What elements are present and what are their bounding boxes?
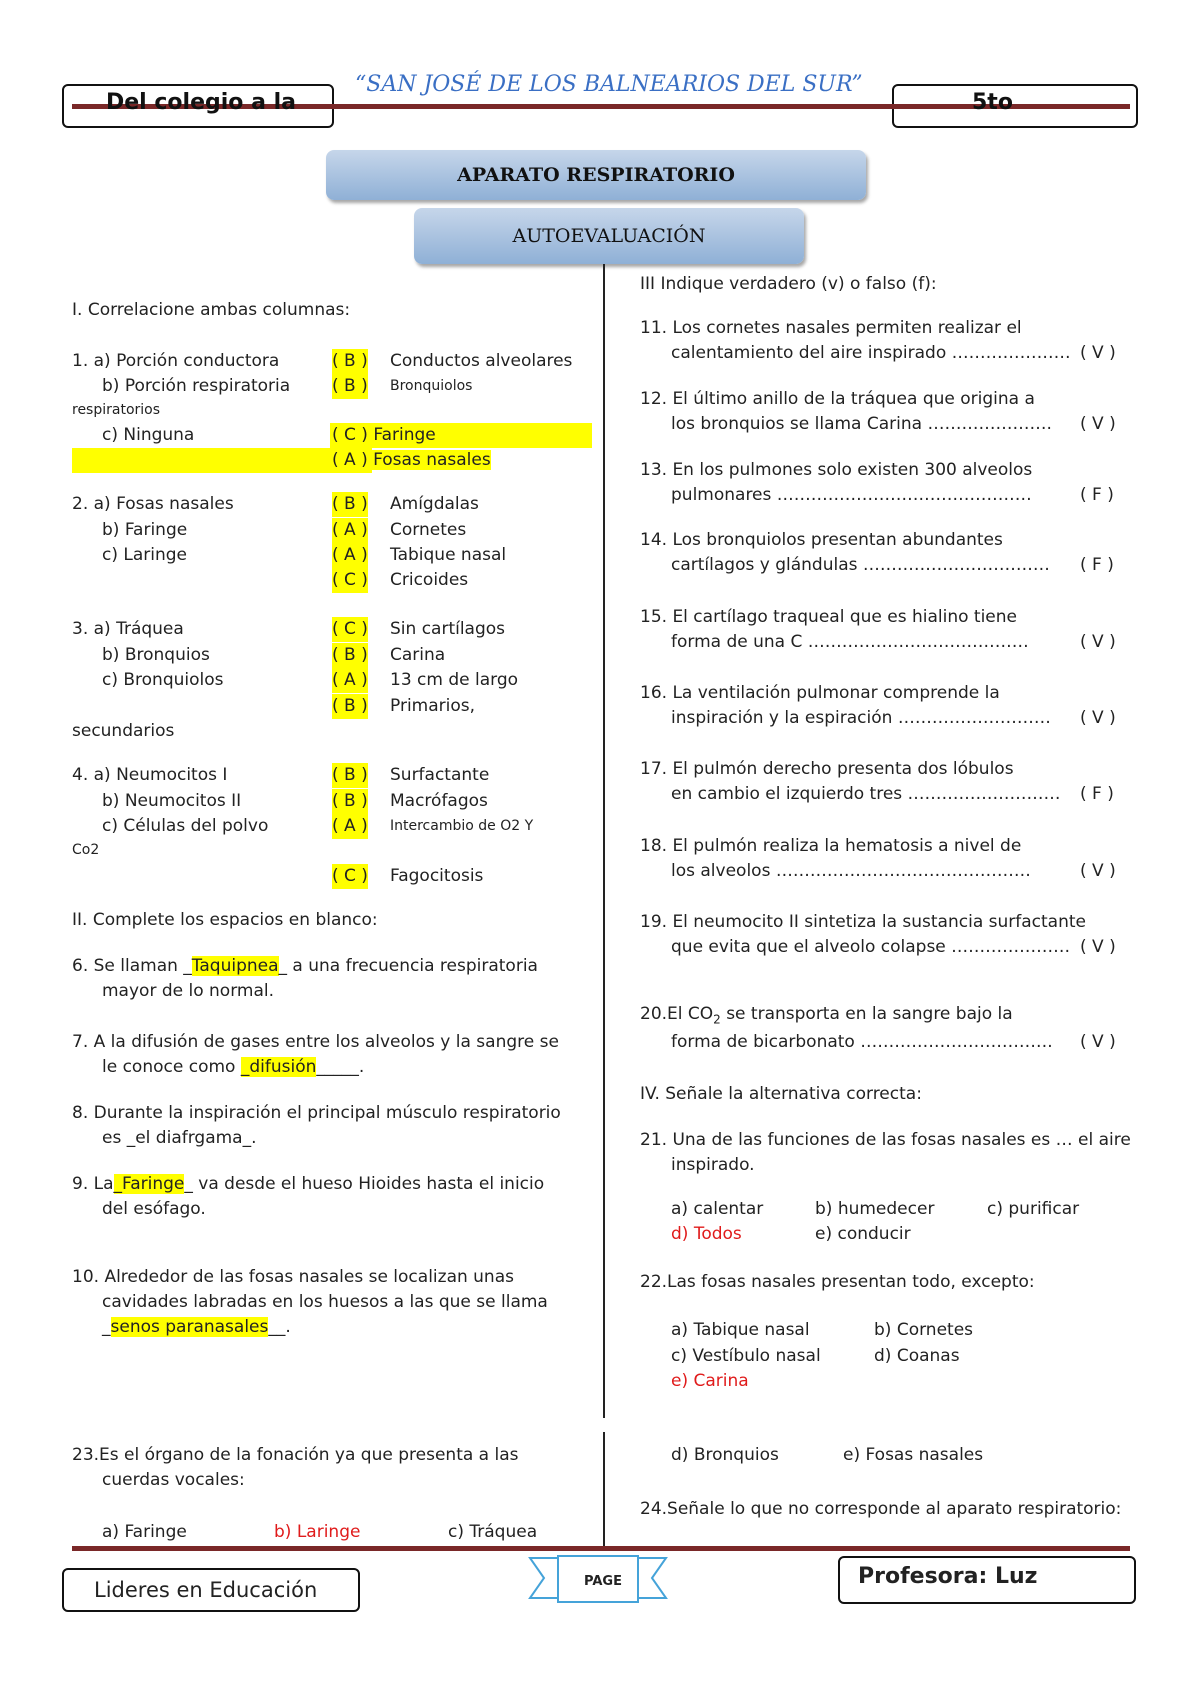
header-left-text: Del colegio a la (106, 90, 296, 115)
q9-pre: 9. La (72, 1174, 114, 1194)
teacher-label: Profesora: Luz (858, 1564, 1038, 1589)
q22-option-a: a) Tabique nasal (671, 1320, 810, 1340)
q22-option-c: c) Vestíbulo nasal (671, 1346, 821, 1366)
vf-item-line1: 19. El neumocito II sintetiza la sustancia surfactante (640, 912, 1086, 932)
q10-line3 (102, 1315, 291, 1340)
q3-a: 3. a) Tráquea (72, 619, 184, 639)
q22-option-b: b) Cornetes (874, 1320, 974, 1340)
q4-c: c) Células del polvo (102, 816, 269, 836)
vf-item-line1: 14. Los bronquiolos presentan abundantes (640, 530, 1003, 550)
vf-item-answer: ( V ) (1080, 414, 1116, 434)
q4-a-right: Surfactante (390, 765, 490, 785)
column-divider (603, 264, 605, 1418)
q24: 24.Señale lo que no corresponde al aparato respiratorio: (640, 1499, 1122, 1519)
q6-post: _ a una frecuencia respiratoria (278, 956, 538, 976)
q4-a-ans: ( B ) (332, 763, 368, 788)
q1-b: b) Porción respiratoria (102, 376, 291, 396)
q3-d-right: Primarios, (390, 696, 476, 716)
vf-item-line1: 12. El último anillo de la tráquea que origina a (640, 389, 1035, 409)
q1-highlight-row (72, 448, 372, 473)
q6-answer: Taquipnea (191, 956, 279, 976)
q4-d-ans: ( C ) (332, 864, 368, 889)
q3-wrap: secundarios (72, 721, 175, 741)
q1-a: 1. a) Porción conductora (72, 351, 280, 371)
q4-b-right: Macrófagos (390, 791, 488, 811)
q2-c: c) Laringe (102, 545, 188, 565)
vf-item-line1: 16. La ventilación pulmonar comprende la (640, 683, 1000, 703)
q10-l3-post: __. (268, 1317, 291, 1337)
q3-a-right: Sin cartílagos (390, 619, 506, 639)
q22-option-e: e) Carina (671, 1371, 749, 1391)
column-divider-bottom (603, 1432, 605, 1550)
q4-a: 4. a) Neumocitos I (72, 765, 228, 785)
vf-item-answer: ( F ) (1080, 784, 1114, 804)
vf-item-line2: pulmonares ……………………………………… (671, 485, 1032, 505)
q4-d-right: Fagocitosis (390, 866, 484, 886)
q2-a-right: Amígdalas (390, 494, 479, 514)
q1-b-ans: ( B ) (332, 374, 368, 399)
vf-item-line2: en cambio el izquierdo tres ……………………… (671, 784, 1061, 804)
q9-answer: _Faringe (113, 1174, 185, 1194)
q7-line2 (102, 1055, 364, 1080)
q20-answer: ( V ) (1080, 1032, 1116, 1052)
vf-item-line1: 15. El cartílago traqueal que es hialino tiene (640, 607, 1017, 627)
section2-heading: II. Complete los espacios en blanco: (72, 910, 378, 930)
vf-item-answer: ( V ) (1080, 861, 1116, 881)
q20-sub: 2 (713, 1012, 721, 1027)
q22: 22.Las fosas nasales presentan todo, excepto: (640, 1272, 1035, 1292)
q21: 21. Una de las funciones de las fosas nasales es … el aire (640, 1130, 1131, 1150)
q10-answer: senos paranasales (110, 1317, 269, 1337)
section4-heading: IV. Señale la alternativa correcta: (640, 1084, 922, 1104)
vf-item-line2: inspiración y la espiración ……………………… (671, 708, 1051, 728)
q1-b-right: Bronquiolos (390, 378, 473, 394)
q4-b: b) Neumocitos II (102, 791, 242, 811)
q21-option-b: b) humedecer (815, 1199, 935, 1219)
q4-c-right: Intercambio de O2 Y (390, 818, 534, 834)
section3-heading: III Indique verdadero (v) o falso (f): (640, 274, 937, 294)
vf-item-answer: ( V ) (1080, 708, 1116, 728)
page-subtitle: AUTOEVALUACIÓN (512, 225, 706, 247)
q23-option-d: d) Bronquios (671, 1445, 779, 1465)
q1-a-right: Conductos alveolares (390, 351, 573, 371)
q3-b-right: Carina (390, 645, 446, 665)
q10-line2: cavidades labradas en los huesos a las que se llama (102, 1292, 548, 1312)
q4-c-wrap: Co2 (72, 842, 100, 858)
q3-d-ans: ( B ) (332, 694, 368, 719)
q4-b-ans: ( B ) (332, 789, 368, 814)
q3-c: c) Bronquiolos (102, 670, 224, 690)
page-title: APARATO RESPIRATORIO (457, 164, 735, 186)
title-box (326, 150, 866, 200)
q23-option-e: e) Fosas nasales (843, 1445, 984, 1465)
q1-d-ans (332, 448, 491, 473)
q22-option-d: d) Coanas (874, 1346, 960, 1366)
q8: 8. Durante la inspiración el principal músculo respiratorio (72, 1103, 561, 1123)
q23-option-c: c) Tráquea (448, 1522, 538, 1542)
q21-option-c: c) purificar (987, 1199, 1080, 1219)
vf-item-answer: ( F ) (1080, 485, 1114, 505)
q3-c-ans: ( A ) (332, 668, 368, 693)
footer-rule (72, 1546, 1130, 1551)
q6 (72, 954, 538, 979)
q3-b-ans: ( B ) (332, 643, 368, 668)
vf-item-line2: los alveolos ……………………………………… (671, 861, 1031, 881)
q7: 7. A la difusión de gases entre los alveolos y la sangre se (72, 1032, 559, 1052)
q2-d-right: Cricoides (390, 570, 469, 590)
q8-line2: es _el diafrgama_. (102, 1128, 257, 1148)
vf-item-line2: cartílagos y glándulas …………………………… (671, 555, 1050, 575)
header-grade: 5to (972, 90, 1013, 115)
q20-pre: 20.El CO (640, 1004, 714, 1024)
q2-a-ans: ( B ) (332, 492, 368, 517)
q2-b-ans: ( A ) (332, 518, 368, 543)
vf-item-answer: ( V ) (1080, 937, 1116, 957)
q2-d-ans: ( C ) (332, 568, 368, 593)
vf-item-answer: ( V ) (1080, 632, 1116, 652)
vf-item-line2: los bronquios se llama Carina …………………. (671, 414, 1052, 434)
q2-c-ans: ( A ) (332, 543, 368, 568)
section1-heading: I. Correlacione ambas columnas: (72, 300, 351, 320)
footer-left-text: Lideres en Educación (94, 1578, 318, 1602)
q21-line2: inspirado. (671, 1155, 755, 1175)
q3-a-ans: ( C ) (332, 617, 368, 642)
q2-b-right: Cornetes (390, 520, 467, 540)
q20-post: se transporta en la sangre bajo la (720, 1004, 1013, 1024)
q2-a: 2. a) Fosas nasales (72, 494, 234, 514)
q21-option-a: a) calentar (671, 1199, 764, 1219)
q10-l3-pre: _ (102, 1317, 111, 1337)
q7-l2-pre: le conoce como (102, 1057, 241, 1077)
page-label: PAGE (584, 1574, 622, 1589)
q2-b: b) Faringe (102, 520, 188, 540)
q20-line2: forma de bicarbonato ……………………………. (671, 1032, 1053, 1052)
q23-line2: cuerdas vocales: (102, 1470, 245, 1490)
q21-option-d: d) Todos (671, 1224, 742, 1244)
q7-answer: _difusión (240, 1057, 317, 1077)
school-name: “SAN JOSÉ DE LOS BALNEARIOS DEL SUR” (355, 72, 863, 97)
vf-item-line1: 13. En los pulmones solo existen 300 alveolos (640, 460, 1033, 480)
q1-b-wrap: respiratorios (72, 402, 161, 418)
q1-c: c) Ninguna (102, 425, 195, 445)
q6-line2: mayor de lo normal. (102, 981, 274, 1001)
q1-c-ans: ( C ) Faringe (332, 425, 436, 445)
q23: 23.Es el órgano de la fonación ya que presenta a las (72, 1445, 519, 1465)
vf-item-line2: forma de una C ………………………………… (671, 632, 1029, 652)
q23-option-a: a) Faringe (102, 1522, 187, 1542)
vf-item-answer: ( F ) (1080, 555, 1114, 575)
q1-a-ans: ( B ) (332, 349, 368, 374)
q3-b: b) Bronquios (102, 645, 210, 665)
q10: 10. Alrededor de las fosas nasales se localizan unas (72, 1267, 514, 1287)
q23-option-b: b) Laringe (274, 1522, 361, 1542)
q20 (640, 1002, 1013, 1032)
vf-item-line1: 18. El pulmón realiza la hematosis a nivel de (640, 836, 1022, 856)
q6-pre: 6. Se llaman _ (72, 956, 192, 976)
subtitle-box (414, 208, 804, 264)
q7-l2-post: _____. (316, 1057, 365, 1077)
q9 (72, 1172, 544, 1197)
q21-option-e: e) conducir (815, 1224, 911, 1244)
vf-item-line2: calentamiento del aire inspirado ………………… (671, 343, 1071, 363)
q4-c-ans: ( A ) (332, 814, 368, 839)
q2-c-right: Tabique nasal (390, 545, 507, 565)
vf-item-line1: 17. El pulmón derecho presenta dos lóbulos (640, 759, 1014, 779)
q9-line2: del esófago. (102, 1199, 206, 1219)
q1-d-ans-text: ( A ) Fosas nasales (332, 450, 491, 470)
q9-post: _ va desde el hueso Hioides hasta el inicio (184, 1174, 545, 1194)
vf-item-line1: 11. Los cornetes nasales permiten realizar el (640, 318, 1022, 338)
vf-item-line2: que evita que el alveolo colapse ………………… (671, 937, 1071, 957)
q3-c-right: 13 cm de largo (390, 670, 519, 690)
vf-item-answer: ( V ) (1080, 343, 1116, 363)
